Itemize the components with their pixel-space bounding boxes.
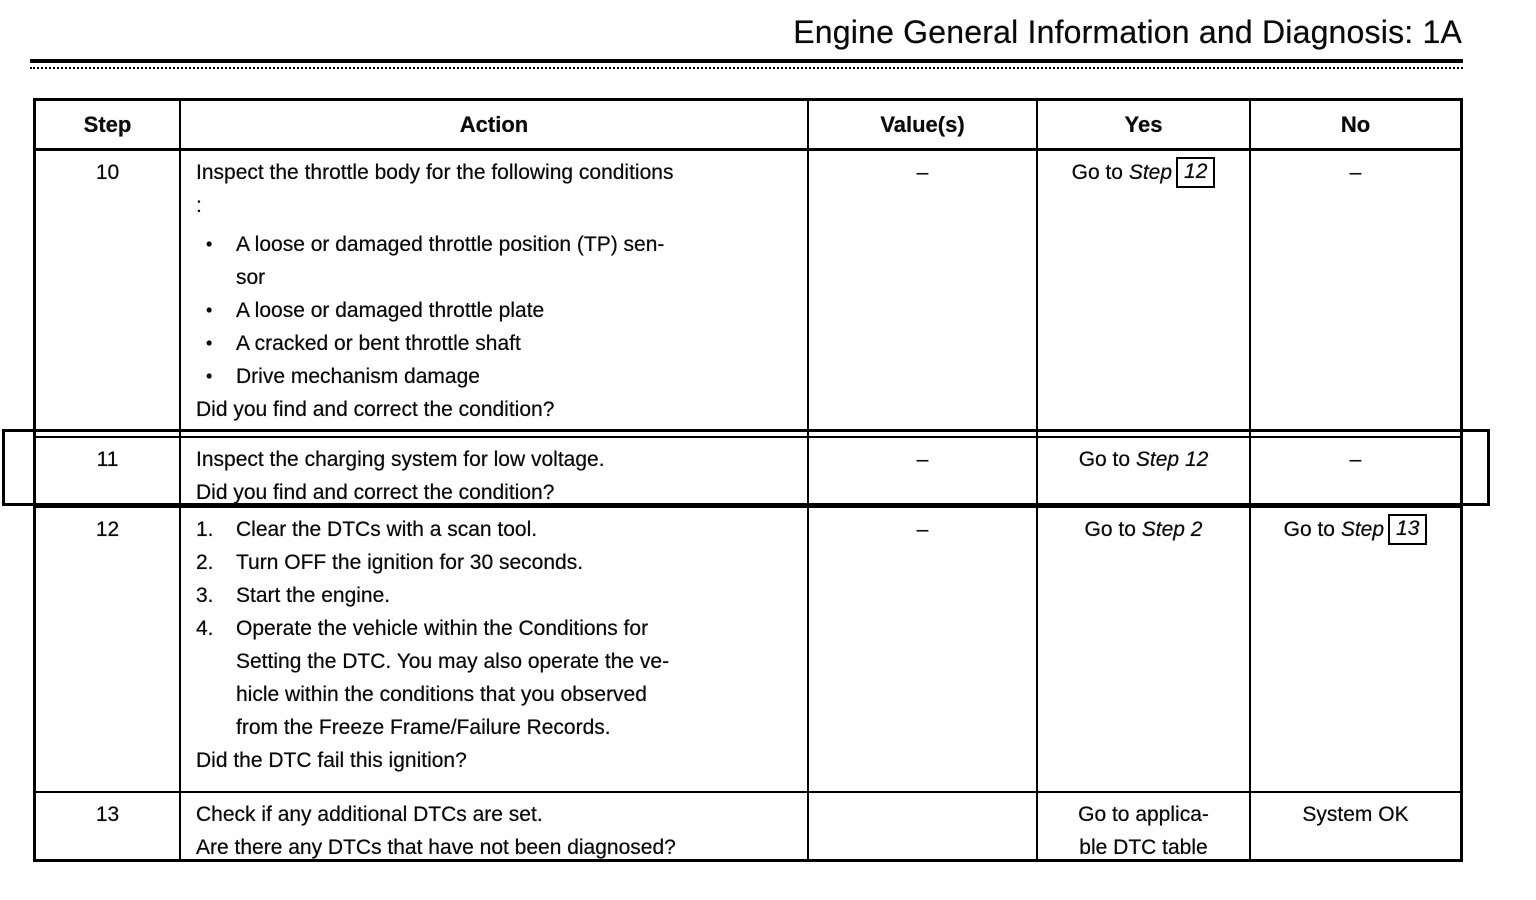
col-header-step: Step <box>36 101 181 151</box>
row12-item-1-text: Clear the DTCs with a scan tool. <box>236 518 538 541</box>
row12-item-4-number: 4. <box>196 617 214 640</box>
row12-item-4-line1: Operate the vehicle within the Conditions for <box>236 617 649 640</box>
row11-no-cell: – <box>1251 438 1460 508</box>
row12-item-2-text: Turn OFF the ignition for 30 seconds. <box>236 551 584 574</box>
col-header-no: No <box>1251 101 1460 151</box>
row11-yes-goto: Go to <box>1078 448 1131 471</box>
row10-bullet-4 <box>196 360 795 393</box>
row12-no-step-number: 13 <box>1396 517 1420 540</box>
row13-line1: Check if any additional DTCs are set. <box>196 803 543 826</box>
row10-step-cell: 10 <box>36 151 181 438</box>
row12-item-1 <box>196 513 795 546</box>
row12-item-3-text: Start the engine. <box>236 584 391 607</box>
row10-yes-step-link[interactable] <box>1176 157 1215 188</box>
row10-bullet-2-text: A loose or damaged throttle plate <box>236 299 545 322</box>
col-header-yes: Yes <box>1038 101 1251 151</box>
row12-item-4-line4: from the Freeze Frame/Failure Records. <box>236 716 611 739</box>
row12-no-step-word: Step <box>1340 518 1385 541</box>
row13-values-cell <box>809 793 1038 859</box>
row10-bullet-1-text <box>236 228 795 294</box>
row13-yes-line1: Go to applica- <box>1078 803 1209 826</box>
diagnostic-table <box>33 98 1463 862</box>
row12-item-4 <box>196 612 795 744</box>
row10-bullet-1-line2: sor <box>236 266 266 289</box>
row12-no-cell <box>1251 508 1460 793</box>
row13-line2: Are there any DTCs that have not been diagnosed? <box>196 836 676 859</box>
row10-values-cell: – <box>809 151 1038 438</box>
bullet-icon: • <box>206 234 213 254</box>
row12-yes-step: Step 2 <box>1141 518 1203 541</box>
row10-bullet-2 <box>196 294 795 327</box>
row12-item-2-number: 2. <box>196 551 214 574</box>
row10-bullet-1 <box>196 228 795 294</box>
row12-no-goto: Go to <box>1283 518 1335 541</box>
row13-yes-cell <box>1038 793 1251 859</box>
row12-item-4-line3: hicle within the conditions that you observed <box>236 683 647 706</box>
row11-action-cell <box>181 438 809 508</box>
row12-item-3 <box>196 579 795 612</box>
col-header-values: Value(s) <box>809 101 1038 151</box>
bullet-icon: • <box>206 333 213 353</box>
row10-bullet-3 <box>196 327 795 360</box>
row11-yes-step: Step 12 <box>1135 448 1209 471</box>
row10-bullet-1-line1: A loose or damaged throttle position (TP) sen- <box>236 233 665 256</box>
row10-intro-line1: Inspect the throttle body for the following conditions <box>196 161 674 184</box>
row12-no-step-link[interactable] <box>1388 514 1427 545</box>
bullet-icon: • <box>206 300 213 320</box>
row12-yes-cell <box>1038 508 1251 793</box>
row12-question: Did the DTC fail this ignition? <box>196 749 467 772</box>
bullet-icon: • <box>206 366 213 386</box>
row11-yes-cell <box>1038 438 1251 508</box>
page-title: Engine General Information and Diagnosis: 1A <box>793 14 1462 50</box>
row10-yes-cell <box>1038 151 1251 438</box>
row13-action-cell <box>181 793 809 859</box>
row12-values-cell: – <box>809 508 1038 793</box>
row13-yes-line2: ble DTC table <box>1079 836 1208 859</box>
row10-no-cell: – <box>1251 151 1460 438</box>
row10-yes-step-number: 12 <box>1184 160 1208 183</box>
row12-action-cell <box>181 508 809 793</box>
row10-action-cell <box>181 151 809 438</box>
title-rule <box>30 59 1463 69</box>
row12-item-1-number: 1. <box>196 518 214 541</box>
row12-item-4-text <box>236 612 795 744</box>
row12-item-2 <box>196 546 795 579</box>
row12-item-4-line2: Setting the DTC. You may also operate the ve- <box>236 650 670 673</box>
row11-line2: Did you find and correct the condition? <box>196 481 555 504</box>
row11-line1: Inspect the charging system for low voltage. <box>196 448 605 471</box>
row13-step-cell: 13 <box>36 793 181 859</box>
row10-question: Did you find and correct the condition? <box>196 398 555 421</box>
row13-no-cell: System OK <box>1302 803 1409 826</box>
row11-values-cell: – <box>809 438 1038 508</box>
row10-bullet-3-text: A cracked or bent throttle shaft <box>236 332 521 355</box>
row10-yes-goto: Go to <box>1071 161 1123 184</box>
row12-item-3-number: 3. <box>196 584 214 607</box>
row10-intro-line2: : <box>196 194 202 217</box>
row10-bullet-4-text: Drive mechanism damage <box>236 365 480 388</box>
col-header-action: Action <box>181 101 809 151</box>
row11-step-cell: 11 <box>36 438 181 508</box>
row12-yes-goto: Go to <box>1084 518 1136 541</box>
row10-yes-step-word: Step <box>1128 161 1173 184</box>
row12-step-cell: 12 <box>36 508 181 793</box>
